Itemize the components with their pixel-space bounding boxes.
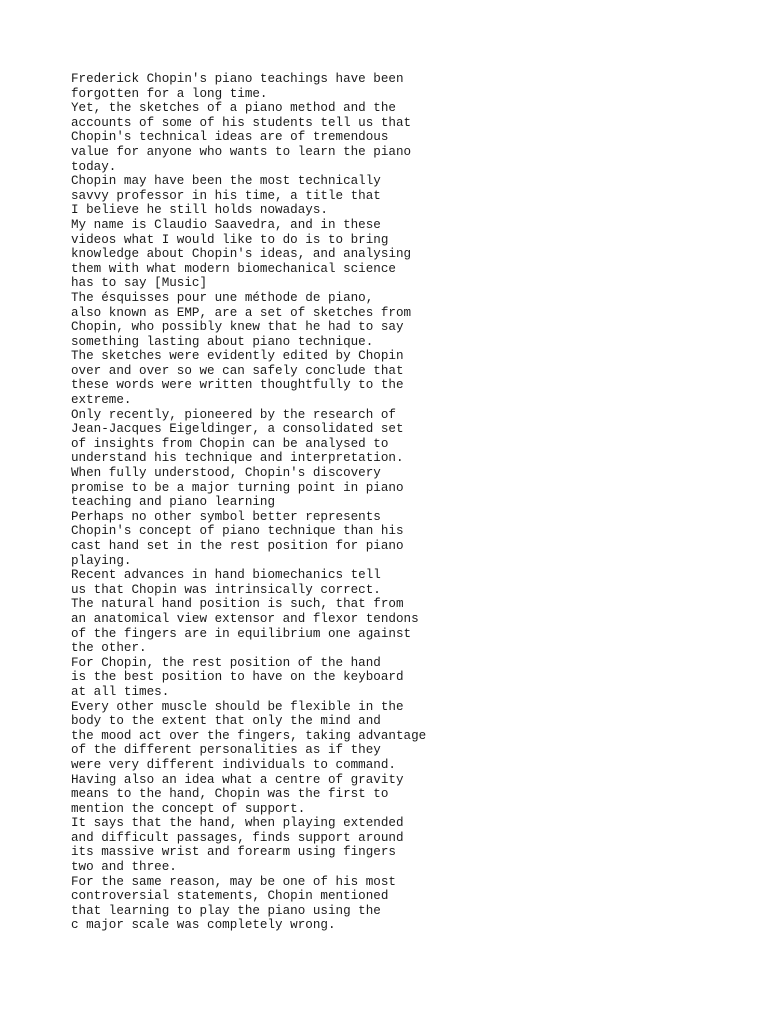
transcript-line: Jean-Jacques Eigeldinger, a consolidated set [71, 422, 404, 437]
transcript-line: mention the concept of support. [71, 801, 306, 816]
transcript-line: It says that the hand, when playing extended [71, 816, 404, 831]
transcript-line: of insights from Chopin can be analysed to [71, 436, 389, 451]
transcript-line: Chopin may have been the most technically [71, 174, 381, 189]
transcript-line: today. [71, 159, 117, 174]
transcript-line: us that Chopin was intrinsically correct. [71, 582, 381, 597]
transcript-line: Having also an idea what a centre of gravity [71, 772, 404, 787]
transcript-line: Chopin's technical ideas are of tremendous [71, 130, 389, 145]
transcript-line: the mood act over the fingers, taking advantage [71, 728, 427, 743]
transcript-line: an anatomical view extensor and flexor tendons [71, 611, 419, 626]
transcript-line: Every other muscle should be flexible in the [71, 699, 404, 714]
transcript-line: For Chopin, the rest position of the hand [71, 655, 381, 670]
transcript-line: Chopin's concept of piano technique than his [71, 524, 404, 539]
transcript-line: I believe he still holds nowadays. [71, 203, 328, 218]
transcript-line: the other. [71, 641, 147, 656]
transcript-line: extreme. [71, 393, 132, 408]
transcript-line: Only recently, pioneered by the research of [71, 407, 396, 422]
transcript-line: Yet, the sketches of a piano method and the [71, 101, 396, 116]
transcript-line: The natural hand position is such, that from [71, 597, 404, 612]
transcript-line: at all times. [71, 684, 170, 699]
transcript-line: When fully understood, Chopin's discovery [71, 466, 381, 481]
transcript-line: teaching and piano learning [71, 495, 276, 510]
transcript-line: promise to be a major turning point in piano [71, 480, 404, 495]
transcript-line: is the best position to have on the keyboard [71, 670, 404, 685]
transcript-line: videos what I would like to do is to bring [71, 232, 389, 247]
transcript-line: Perhaps no other symbol better represents [71, 509, 381, 524]
transcript-line: value for anyone who wants to learn the piano [71, 144, 412, 159]
transcript-line: of the different personalities as if they [71, 743, 381, 758]
transcript-line: cast hand set in the rest position for piano [71, 539, 404, 553]
transcript-text [71, 72, 741, 933]
transcript-line: and difficult passages, finds support around [71, 830, 404, 845]
transcript-line: c major scale was completely wrong. [71, 918, 336, 933]
transcript-line: of the fingers are in equilibrium one against [71, 626, 412, 641]
transcript-line: that learning to play the piano using the [71, 903, 381, 918]
transcript-line: means to the hand, Chopin was the first to [71, 787, 389, 802]
transcript-line: these words were written thoughtfully to the [71, 378, 404, 393]
transcript-line: has to say [Music] [71, 276, 208, 291]
transcript-line: also known as EMP, are a set of sketches from [71, 305, 412, 320]
transcript-line: Recent advances in hand biomechanics tell [71, 568, 381, 583]
transcript-line: forgotten for a long time. [71, 86, 268, 101]
transcript-line: For the same reason, may be one of his most [71, 874, 396, 889]
transcript-line: were very different individuals to command. [71, 757, 396, 772]
transcript-line: controversial statements, Chopin mentioned [71, 889, 389, 904]
transcript-line: savvy professor in his time, a title that [71, 188, 381, 203]
transcript-line: two and three. [71, 860, 177, 875]
transcript-line: The sketches were evidently edited by Chopin [71, 349, 404, 364]
transcript-line: them with what modern biomechanical science [71, 261, 396, 276]
transcript-line: The ésquisses pour une méthode de piano, [71, 290, 374, 305]
transcript-line: its massive wrist and forearm using fingers [71, 845, 396, 860]
transcript-line: understand his technique and interpretation. [71, 451, 404, 466]
transcript-line: Chopin, who possibly knew that he had to say [71, 320, 404, 335]
transcript-line: knowledge about Chopin's ideas, and analysing [71, 247, 412, 262]
transcript-line: body to the extent that only the mind and [71, 714, 381, 729]
transcript-line: over and over so we can safely conclude that [71, 363, 404, 378]
transcript-line: playing. [71, 553, 132, 568]
transcript-line: Frederick Chopin's piano teachings have been [71, 72, 404, 86]
transcript-line: accounts of some of his students tell us that [71, 115, 412, 130]
transcript-line: My name is Claudio Saavedra, and in these [71, 217, 381, 232]
transcript-line: something lasting about piano technique. [71, 334, 374, 349]
